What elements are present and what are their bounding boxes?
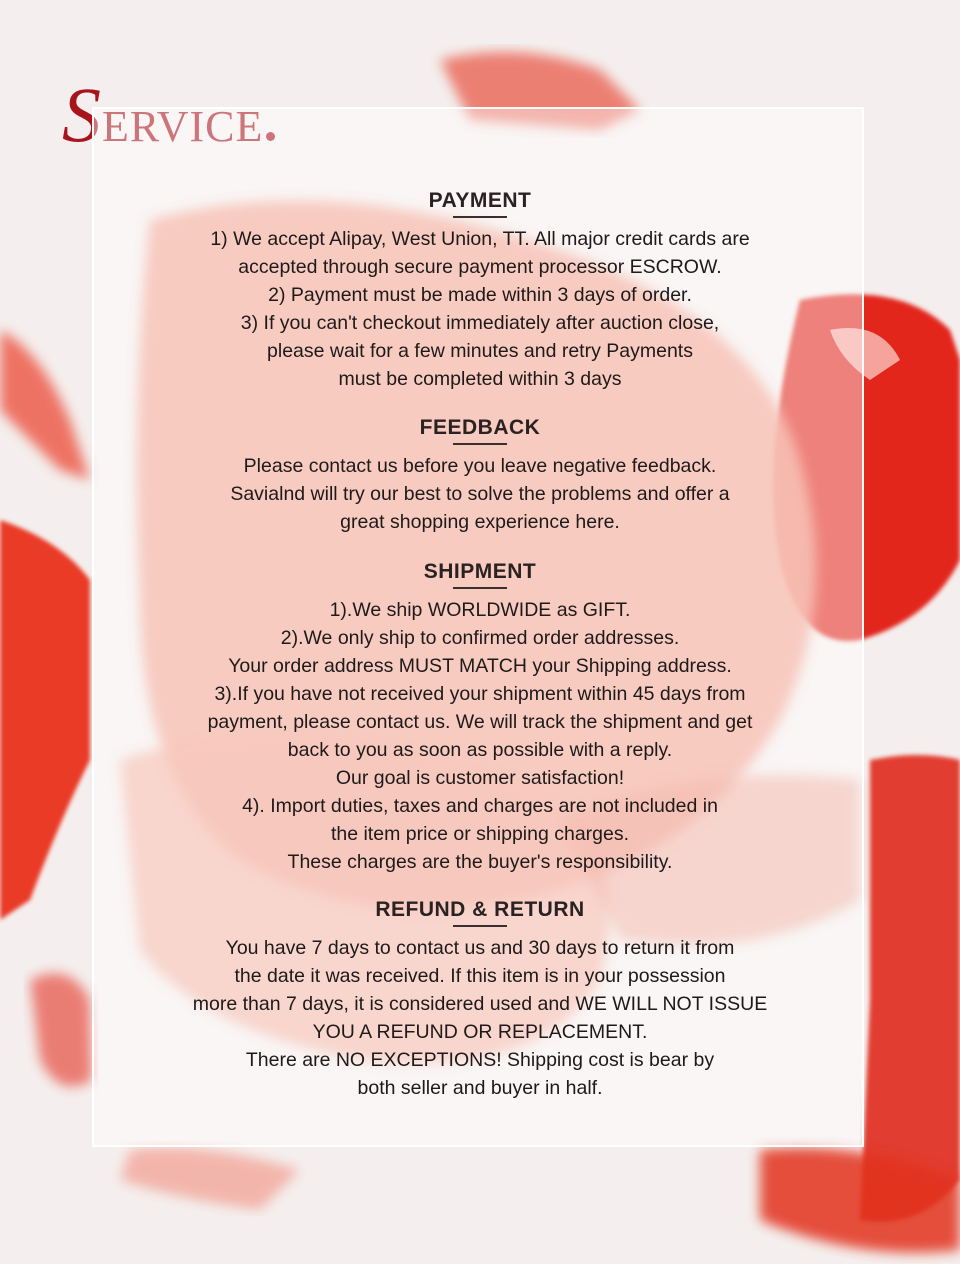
section-line: the item price or shipping charges. [330,823,630,845]
heading-underline [453,443,507,445]
section-line: You have 7 days to contact us and 30 days to return it from [225,937,735,959]
section-line: Please contact us before you leave negative feedback. [243,455,717,477]
section-heading: PAYMENT [428,189,532,212]
section-line: payment, please contact us. We will track the shipment and get [207,711,753,733]
section-line: 1) We accept Alipay, West Union, TT. All major credit cards are [210,228,750,250]
service-title-initial: S [62,71,102,158]
section-line: great shopping experience here. [340,511,620,533]
section-line: 4). Import duties, taxes and charges are not included in [242,795,718,817]
section-line: more than 7 days, it is considered used and WE WILL NOT ISSUE [192,993,768,1015]
section-line: 3).If you have not received your shipment within 45 days from [214,683,746,705]
section-heading: SHIPMENT [423,560,537,583]
section-heading: FEEDBACK [419,416,541,439]
section-line: must be completed within 3 days [338,368,622,390]
shipment-section [94,560,866,876]
section-line: accepted through secure payment processor ESCROW. [238,256,722,278]
section-line: both seller and buyer in half. [357,1077,603,1099]
section-line: These charges are the buyer's responsibility. [287,851,673,873]
heading-underline [453,216,507,218]
section-line: YOU A REFUND OR REPLACEMENT. [312,1021,648,1043]
section-line: 2).We only ship to confirmed order addresses. [280,627,680,649]
section-heading: REFUND & RETURN [375,898,585,921]
section-line: the date it was received. If this item is in your possession [234,965,726,987]
section-line: There are NO EXCEPTIONS! Shipping cost is bear by [245,1049,715,1071]
section-line: Savialnd will try our best to solve the problems and offer a [230,483,730,505]
payment-section [94,189,866,393]
section-line: please wait for a few minutes and retry Payments [267,340,693,362]
section-line: 3) If you can't checkout immediately after auction close, [240,312,720,334]
section-line: Your order address MUST MATCH your Shipping address. [228,655,732,677]
heading-underline [453,587,507,589]
section-line: 1).We ship WORLDWIDE as GIFT. [329,599,631,621]
service-info-panel [92,107,864,1147]
section-line: 2) Payment must be made within 3 days of order. [268,284,692,306]
section-line: Our goal is customer satisfaction! [335,767,625,789]
feedback-section [94,416,866,536]
section-line: back to you as soon as possible with a reply. [287,739,673,761]
refund-return-section [94,898,866,1102]
heading-underline [453,925,507,927]
service-title-rest: ERVICE [102,102,264,151]
